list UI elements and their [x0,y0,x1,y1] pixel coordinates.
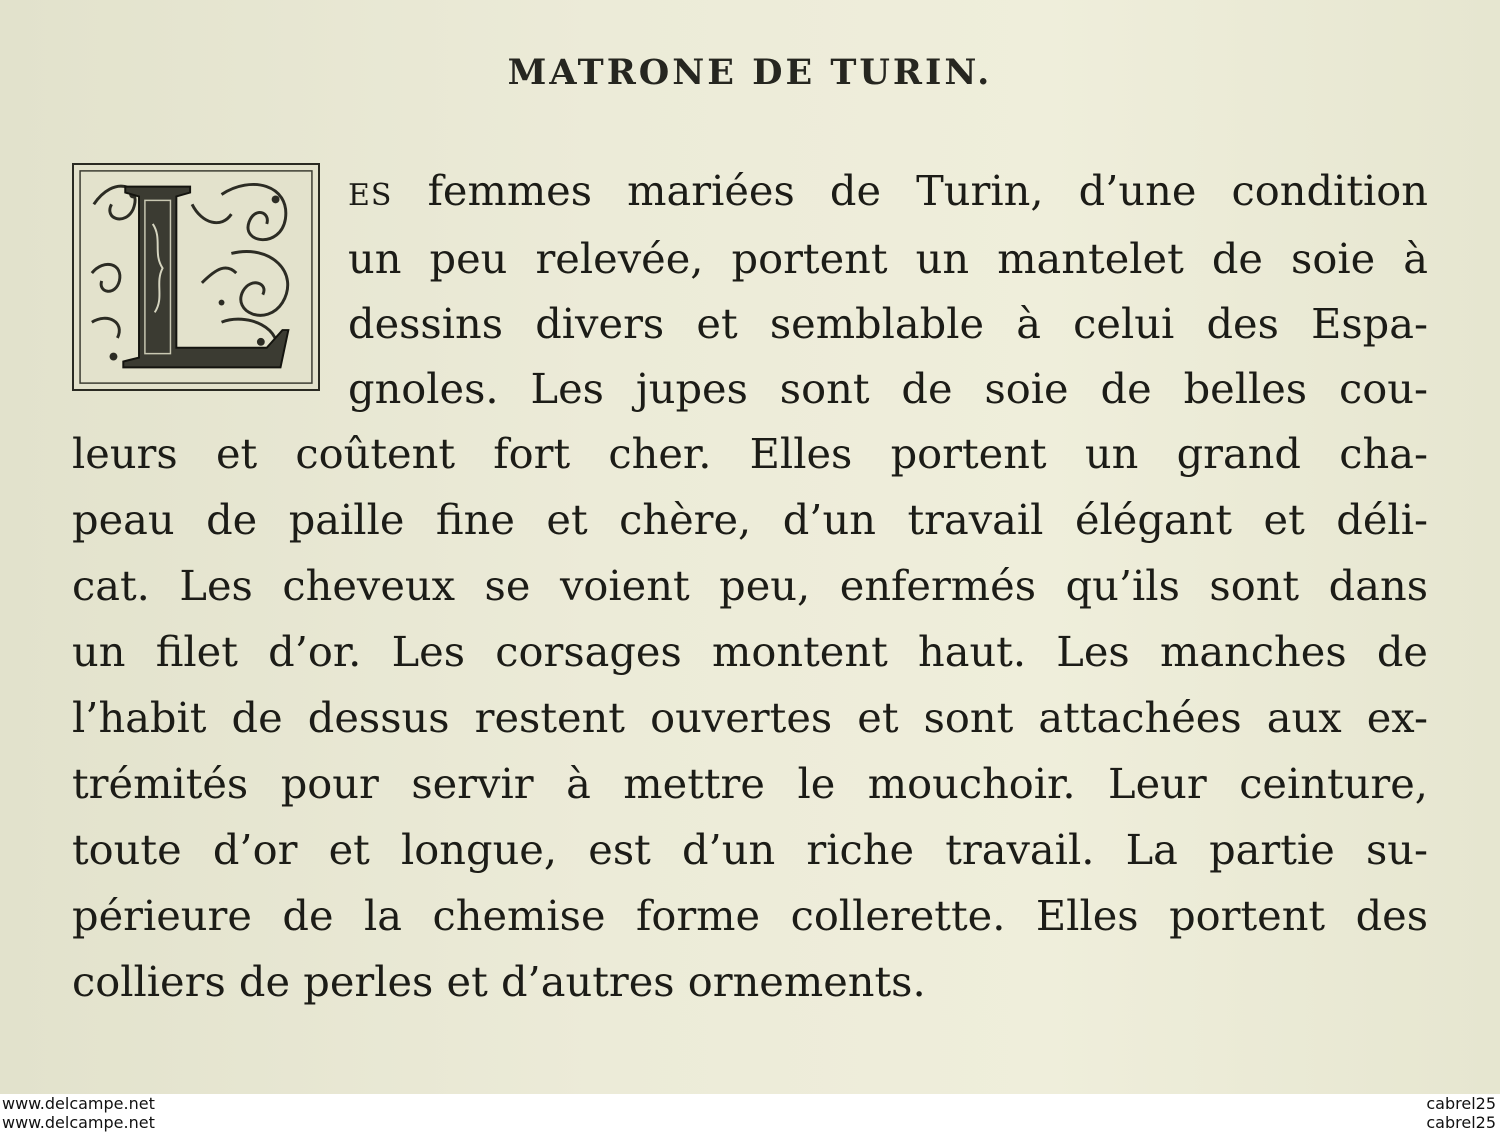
watermark-site-line-1: www.delcampe.net [2,1094,155,1113]
text-line-6: peau de paille fine et chère, d’un travail élégant et déli- [72,495,1428,544]
text-line-13: colliers de perles et d’autres ornements. [72,957,926,1006]
text-line-2: un peu relevée, portent un mantelet de soie à [348,234,1428,283]
text-line-9: l’habit de dessus restent ouvertes et sont attachées aux ex- [72,693,1428,742]
text-line-11: toute d’or et longue, est d’un riche travail. La partie su- [72,825,1428,874]
text-line-5: leurs et coûtent fort cher. Elles portent un grand cha- [72,429,1428,478]
watermark-seller-line-2: cabrel25 [1426,1113,1496,1132]
watermark-bar [0,1094,1500,1132]
text-line-8: un filet d’or. Les corsages montent haut. Les manches de [72,627,1428,676]
text-line-12: périeure de la chemise forme collerette. Elles portent des [72,891,1428,940]
text-line-4: gnoles. Les jupes sont de soie de belles cou- [348,364,1428,413]
page-title: MATRONE DE TURIN. [507,52,993,93]
dropcap-continuation: ES [348,178,393,213]
dropcap-ornament-icon [74,165,318,389]
watermark-right [1426,1094,1496,1132]
watermark-left [2,1094,155,1132]
watermark-seller-line-1: cabrel25 [1426,1094,1496,1113]
text-line-3: dessins divers et semblable à celui des Espa- [348,299,1428,348]
text-line-10: trémités pour servir à mettre le mouchoir. Leur ceinture, [72,759,1428,808]
ornamental-dropcap-l [72,163,320,391]
text-line-1 [348,166,1428,215]
text-line-1-body: femmes mariées de Turin, d’une condition [427,166,1428,215]
text-line-7: cat. Les cheveux se voient peu, enfermés qu’ils sont dans [72,561,1428,610]
watermark-site-line-2: www.delcampe.net [2,1113,155,1132]
